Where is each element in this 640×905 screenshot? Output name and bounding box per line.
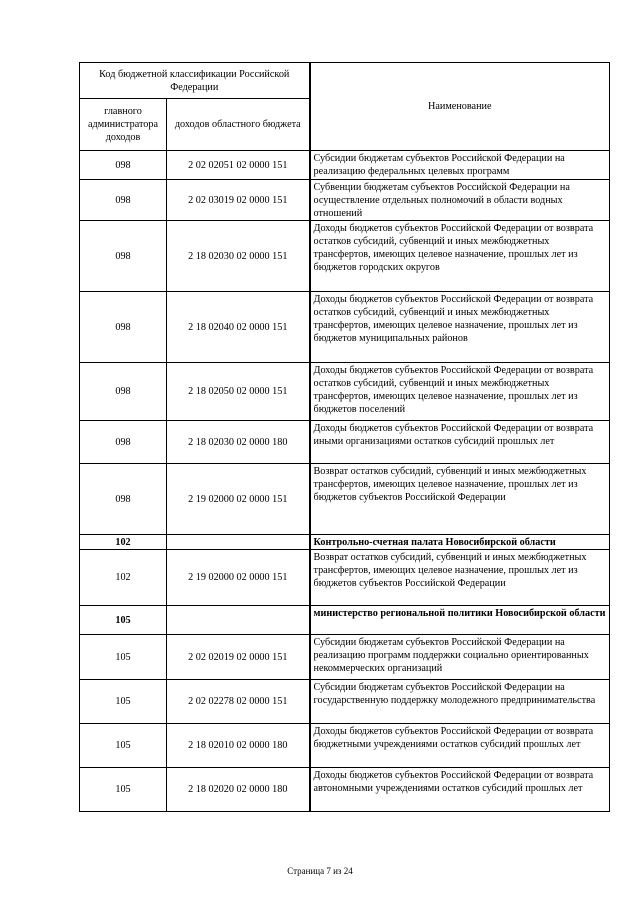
name-cell: Возврат остатков субсидий, субвенций и иных межбюджетных трансфертов, имеющих целевое назначение, прошлых лет из бюджетов субъектов Российской Федерации xyxy=(310,550,610,606)
income-code-cell: 2 18 02020 02 0000 180 xyxy=(167,768,310,812)
income-code-cell xyxy=(167,535,310,550)
income-code-cell: 2 18 02010 02 0000 180 xyxy=(167,724,310,768)
table-row xyxy=(80,768,610,812)
admin-code-cell: 105 xyxy=(80,680,167,724)
income-code-cell: 2 02 03019 02 0000 151 xyxy=(167,180,310,221)
admin-code-cell: 105 xyxy=(80,768,167,812)
table-row xyxy=(80,550,610,606)
admin-code-cell: 098 xyxy=(80,221,167,292)
admin-code-cell: 098 xyxy=(80,151,167,180)
name-cell: Субвенции бюджетам субъектов Российской Федерации на осуществление отдельных полномочий в области водных отношений xyxy=(310,180,610,221)
admin-code-cell: 098 xyxy=(80,464,167,535)
table-body xyxy=(80,63,610,812)
table-row xyxy=(80,724,610,768)
table-row xyxy=(80,363,610,421)
header-admin-column: главного администратора доходов xyxy=(80,99,167,151)
table-row xyxy=(80,221,610,292)
header-name-column: Наименование xyxy=(310,63,610,151)
admin-code-cell: 098 xyxy=(80,363,167,421)
header-row-group xyxy=(80,63,610,99)
table-row xyxy=(80,421,610,464)
income-code-cell: 2 19 02000 02 0000 151 xyxy=(167,550,310,606)
income-code-cell xyxy=(167,606,310,635)
table-row xyxy=(80,464,610,535)
admin-code-cell: 098 xyxy=(80,421,167,464)
income-code-cell: 2 18 02030 02 0000 151 xyxy=(167,221,310,292)
name-cell: Доходы бюджетов субъектов Российской Федерации от возврата иными организациями остатков субсидий прошлых лет xyxy=(310,421,610,464)
admin-code-cell: 105 xyxy=(80,635,167,680)
table-row xyxy=(80,535,610,550)
admin-code-cell: 098 xyxy=(80,180,167,221)
name-cell: Доходы бюджетов субъектов Российской Федерации от возврата автономными учреждениями остатков субсидий прошлых лет xyxy=(310,768,610,812)
table-row xyxy=(80,606,610,635)
budget-classification-table xyxy=(79,62,610,812)
name-cell: Субсидии бюджетам субъектов Российской Федерации на реализацию федеральных целевых программ xyxy=(310,151,610,180)
table-row xyxy=(80,151,610,180)
name-cell: Контрольно-счетная палата Новосибирской области xyxy=(310,535,610,550)
admin-code-cell: 102 xyxy=(80,535,167,550)
name-cell: Возврат остатков субсидий, субвенций и иных межбюджетных трансфертов, имеющих целевое назначение, прошлых лет из бюджетов субъектов Российской Федерации xyxy=(310,464,610,535)
name-cell: Субсидии бюджетам субъектов Российской Федерации на государственную поддержку молодежного предпринимательства xyxy=(310,680,610,724)
table-row xyxy=(80,680,610,724)
income-code-cell: 2 02 02019 02 0000 151 xyxy=(167,635,310,680)
name-cell: Доходы бюджетов субъектов Российской Федерации от возврата бюджетными учреждениями остатков субсидий прошлых лет xyxy=(310,724,610,768)
income-code-cell: 2 18 02050 02 0000 151 xyxy=(167,363,310,421)
income-code-cell: 2 02 02051 02 0000 151 xyxy=(167,151,310,180)
income-code-cell: 2 02 02278 02 0000 151 xyxy=(167,680,310,724)
table-row xyxy=(80,635,610,680)
income-code-cell: 2 18 02030 02 0000 180 xyxy=(167,421,310,464)
table-row xyxy=(80,292,610,363)
income-code-cell: 2 18 02040 02 0000 151 xyxy=(167,292,310,363)
admin-code-cell: 105 xyxy=(80,724,167,768)
name-cell: Доходы бюджетов субъектов Российской Федерации от возврата остатков субсидий, субвенций и иных межбюджетных трансфертов, имеющих целевое назначение, прошлых лет из бюджетов поселений xyxy=(310,363,610,421)
name-cell: Доходы бюджетов субъектов Российской Федерации от возврата остатков субсидий, субвенций и иных межбюджетных трансфертов, имеющих целевое назначение, прошлых лет из бюджетов муниципальных районов xyxy=(310,292,610,363)
admin-code-cell: 098 xyxy=(80,292,167,363)
income-code-cell: 2 19 02000 02 0000 151 xyxy=(167,464,310,535)
page-number: Страница 7 из 24 xyxy=(287,866,353,876)
header-budget-code-group: Код бюджетной классификации Российской Федерации xyxy=(80,63,310,99)
admin-code-cell: 105 xyxy=(80,606,167,635)
admin-code-cell: 102 xyxy=(80,550,167,606)
name-cell: Доходы бюджетов субъектов Российской Федерации от возврата остатков субсидий, субвенций и иных межбюджетных трансфертов, имеющих целевое назначение, прошлых лет из бюджетов городских округов xyxy=(310,221,610,292)
name-cell: министерство региональной политики Новосибирской области xyxy=(310,606,610,635)
table-row xyxy=(80,180,610,221)
header-income-column: доходов областного бюджета xyxy=(167,99,310,151)
name-cell: Субсидии бюджетам субъектов Российской Федерации на реализацию программ поддержки социально ориентированных некоммерческих организаций xyxy=(310,635,610,680)
